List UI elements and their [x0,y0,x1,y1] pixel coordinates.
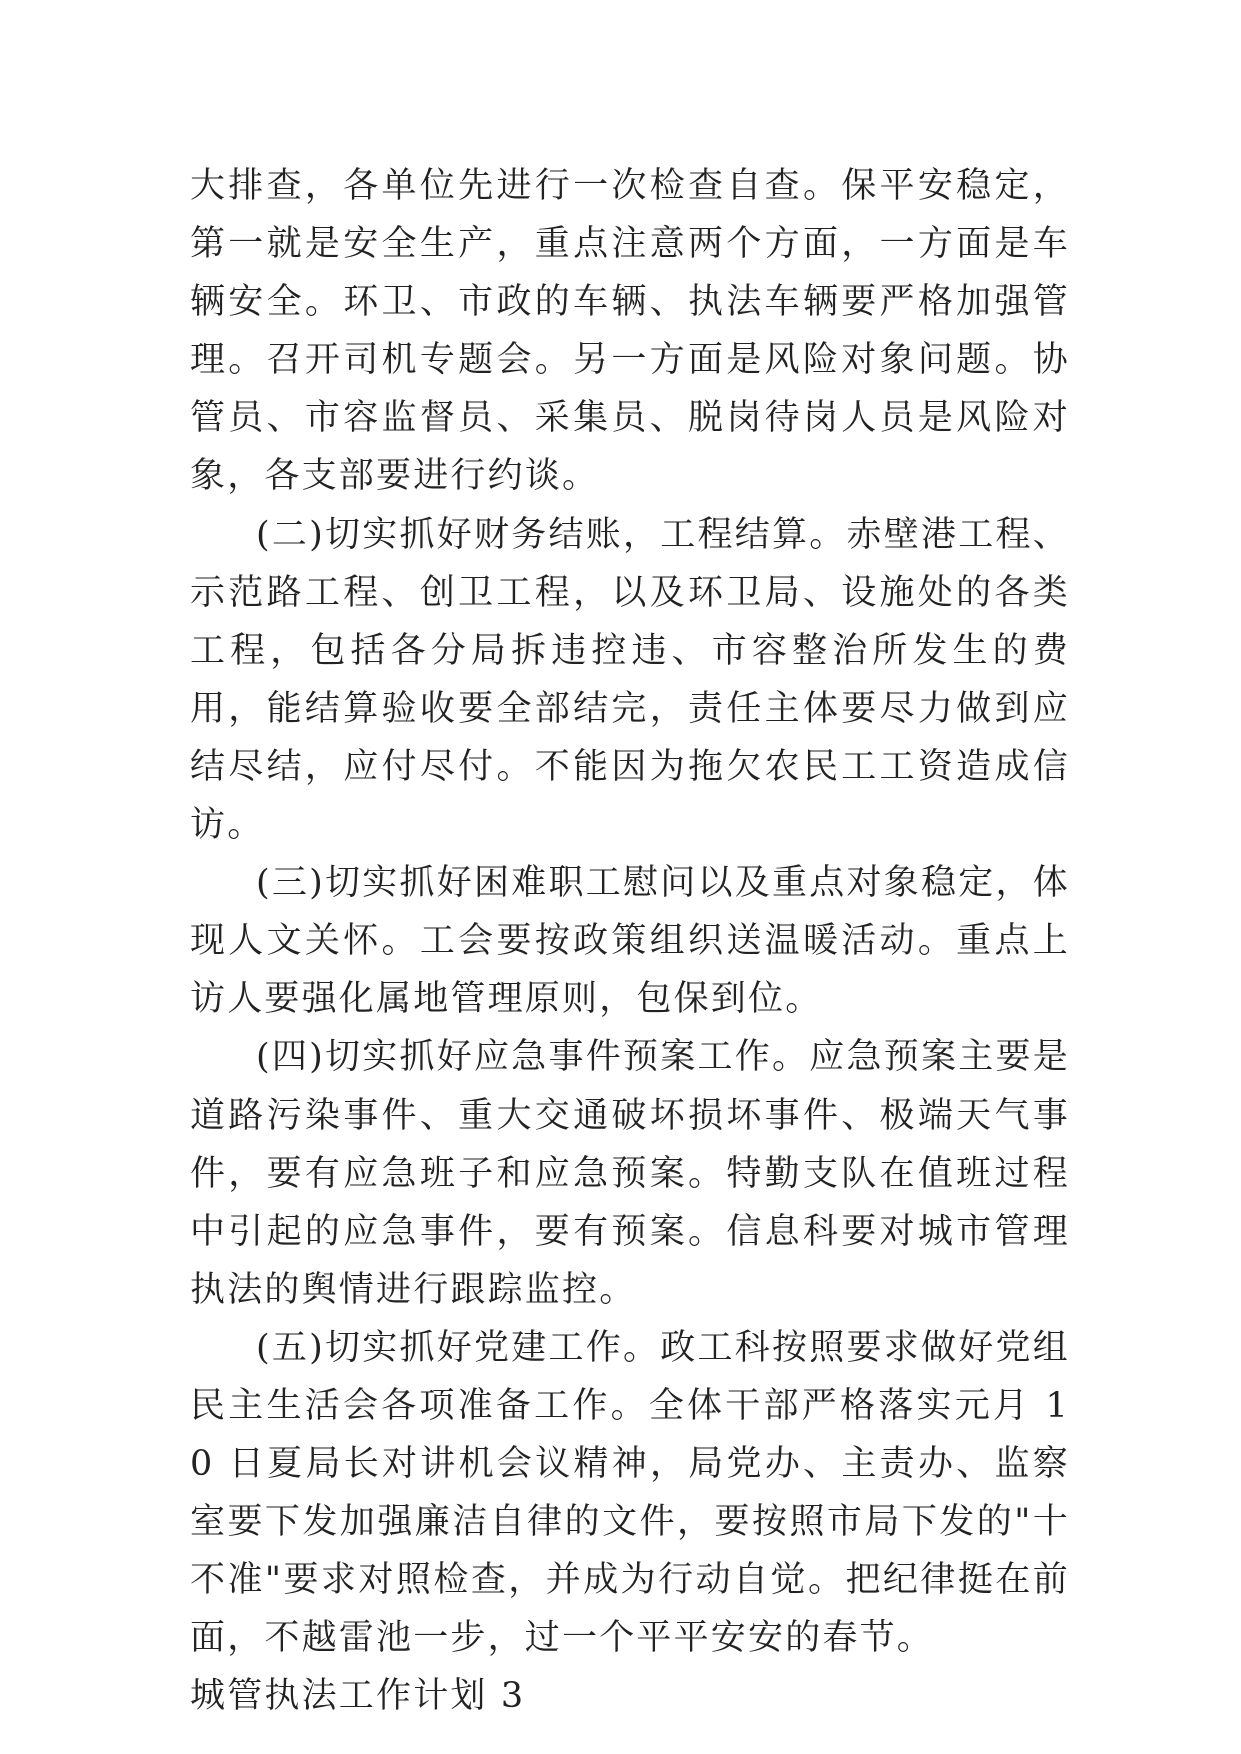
section-heading: 城管执法工作计划 3 [190,1676,526,1717]
document-body [190,157,1070,1726]
paragraph-item-2: (二)切实抓好财务结账，工程结算。赤壁港工程、示范路工程、创卫工程，以及环卫局、设施处的各类工程，包括各分局拆违控违、市容整治所发生的费用，能结算验收要全部结完，责任主体要尽力做到应结尽结，应付尽付。不能因为拖欠农民工工资造成信访。 [190,514,1070,846]
paragraph-item-4: (四)切实抓好应急事件预案工作。应急预案主要是道路污染事件、重大交通破坏损坏事件、极端天气事件，要有应急班子和应急预案。特勤支队在值班过程中引起的应急事件，要有预案。信息科要对城市管理执法的舆情进行跟踪监控。 [190,1037,1070,1310]
paragraph-item-3: (三)切实抓好困难职工慰问以及重点对象稳定，体现人文关怀。工会要按政策组织送温暖活动。重点上访人要强化属地管理原则，包保到位。 [190,863,1070,1020]
paragraph-item-5: (五)切实抓好党建工作。政工科按照要求做好党组民主生活会各项准备工作。全体干部严格落实元月 10 日夏局长对讲机会议精神，局党办、主责办、监察室要下发加强廉洁自律的文件，要按照市局下发的"十不准"要求对照检查，并成为行动自觉。把纪律挺在前面，不越雷池一步，过一个平平安安的春节。 [190,1327,1070,1659]
paragraph-continued: 大排查，各单位先进行一次检查自查。保平安稳定，第一就是安全生产，重点注意两个方面，一方面是车辆安全。环卫、市政的车辆、执法车辆要严格加强管理。召开司机专题会。另一方面是风险对象问题。协管员、市容监督员、采集员、脱岗待岗人员是风险对象，各支部要进行约谈。 [190,166,1070,497]
